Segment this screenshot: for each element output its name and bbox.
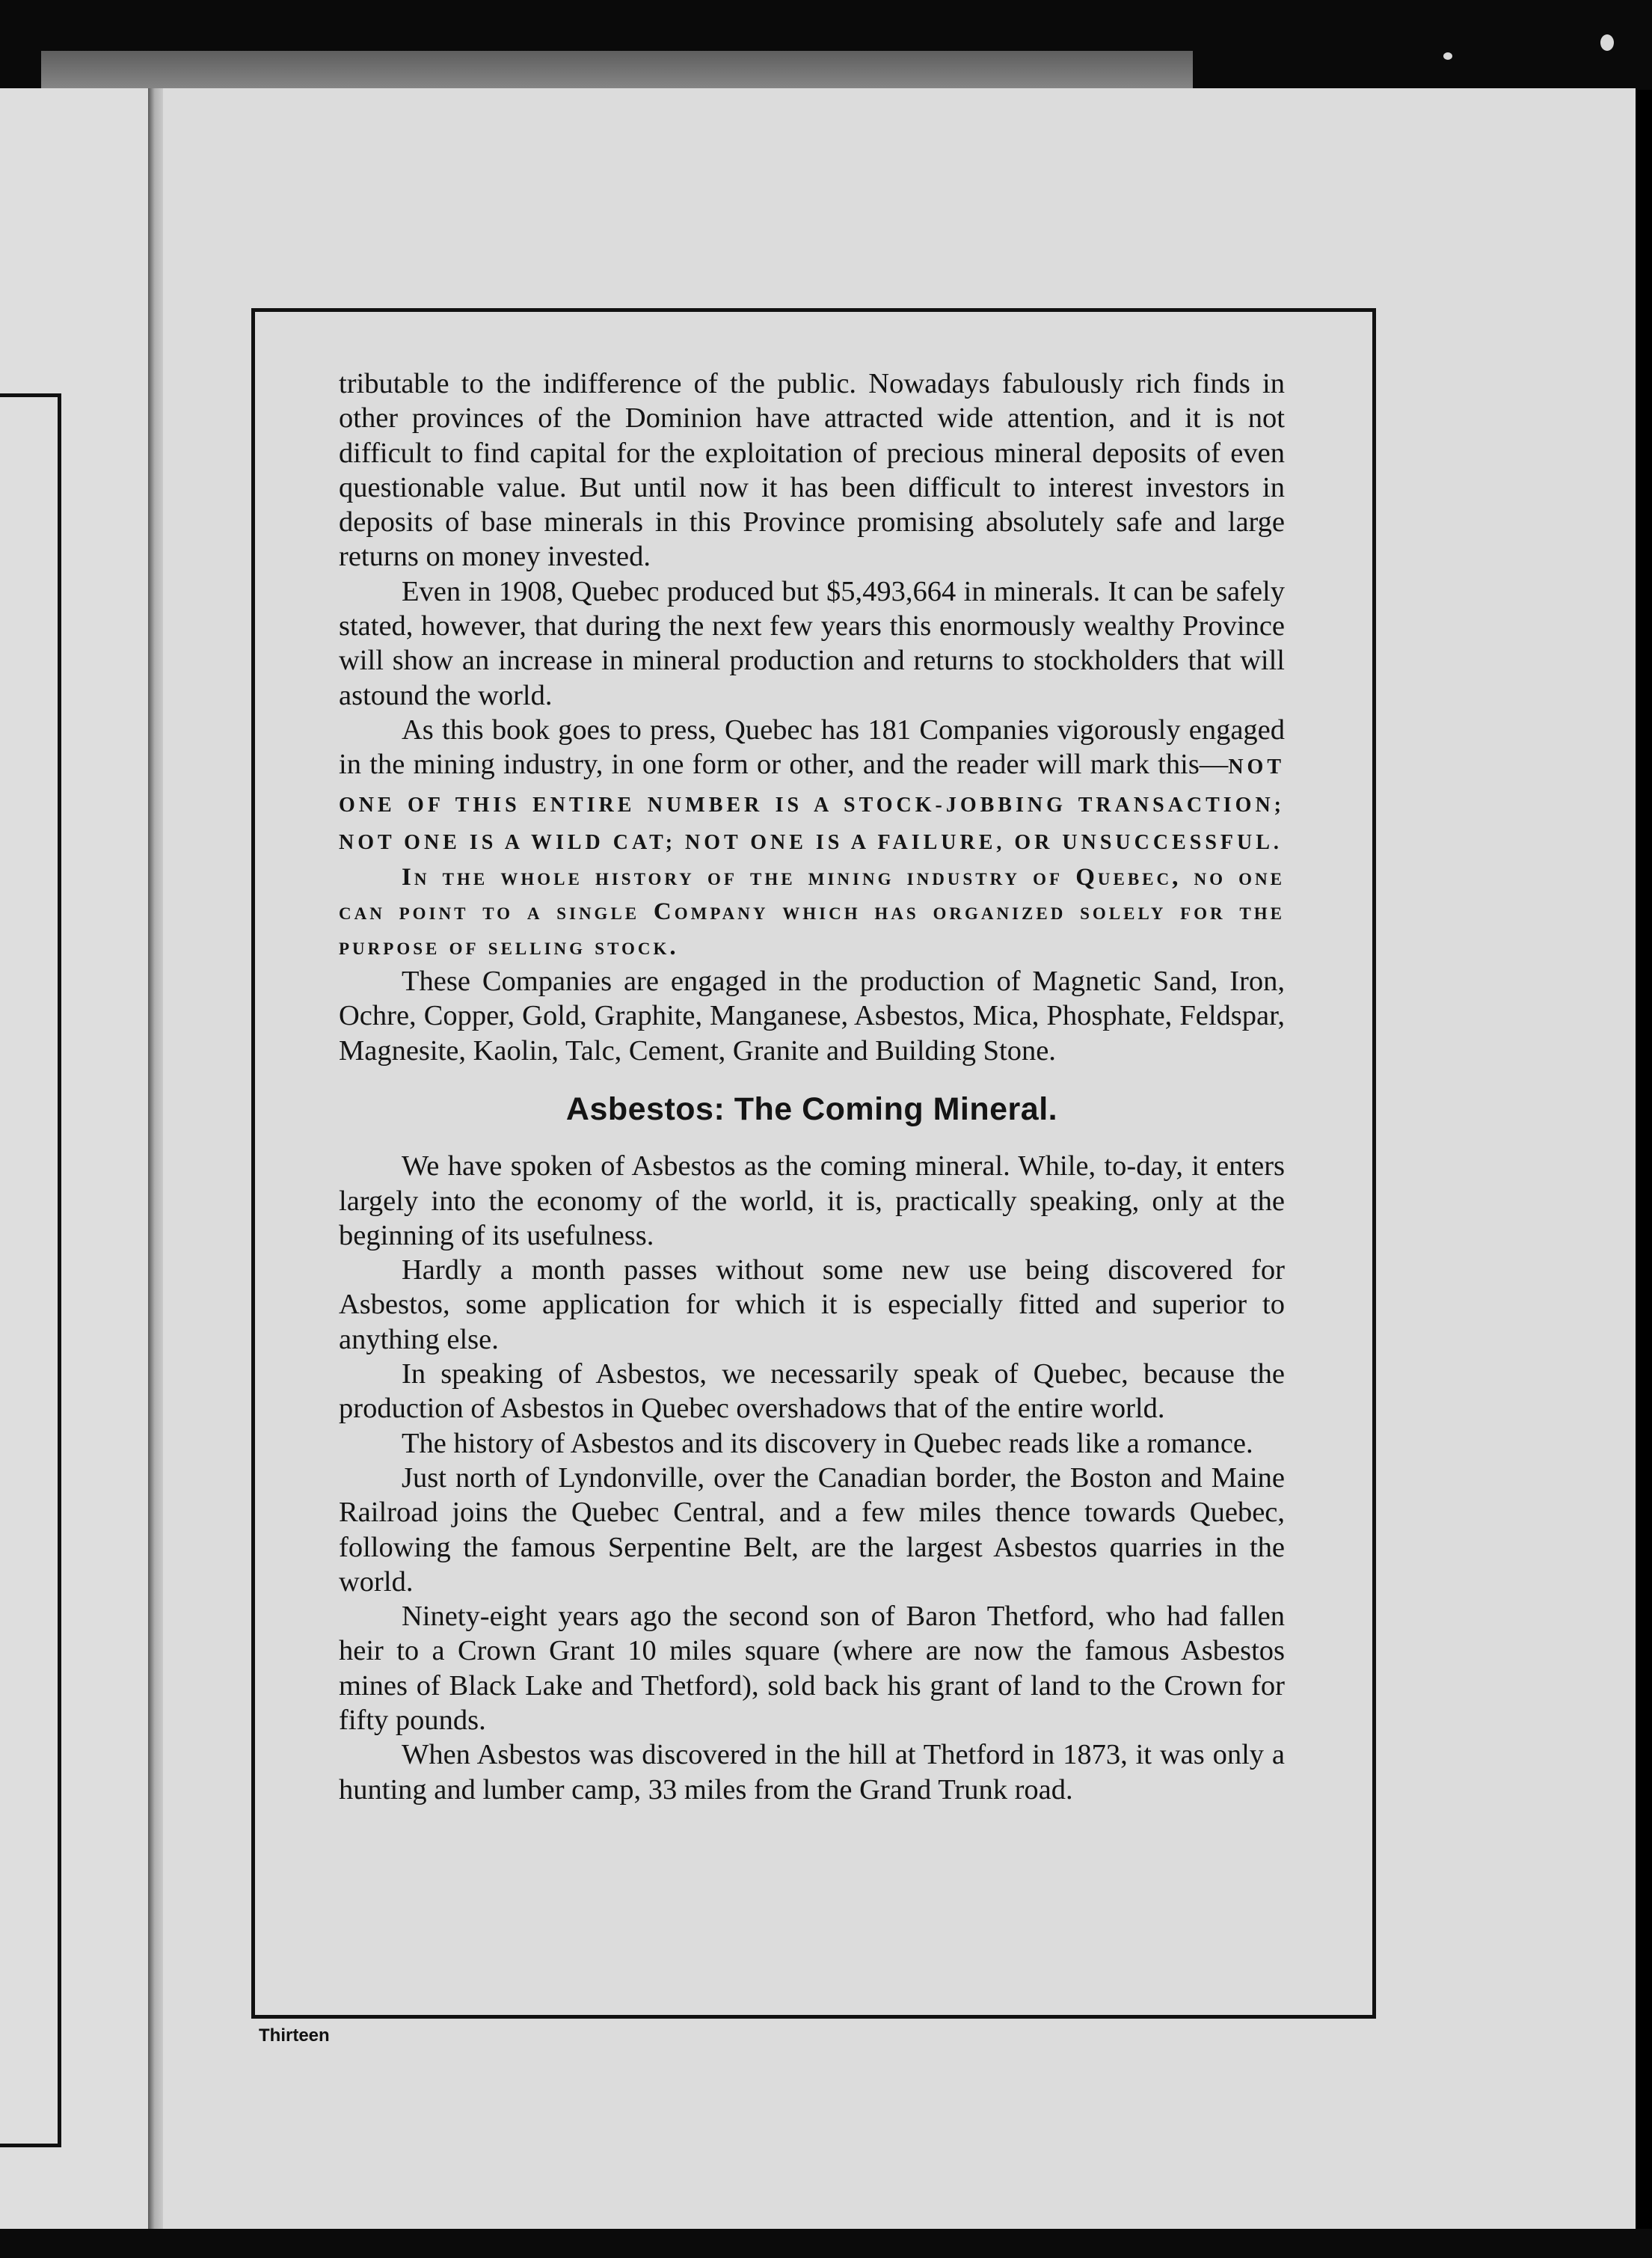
page-number: Thirteen (259, 2025, 330, 2046)
scan-top-shading (41, 51, 1193, 88)
facing-page-edge (0, 88, 156, 2229)
paragraph-1: tributable to the indifference of the public. Nowadays fabulously rich finds in other provinces of the Dominion have attracted wide attention, and it is not difficult to find capital for the exploitation of precious mineral deposits of even questionable value. But until now it has been difficult to interest investors in deposits of base minerals in this Province promising absolutely safe and large returns on money invested. (339, 368, 1285, 573)
paragraph-6: We have spoken of Asbestos as the coming mineral. While, to-day, it enters largely into the economy of the world, it is, practically speaking, only at the beginning of its usefulness. (339, 1150, 1285, 1251)
paragraph-4-smallcaps: In the whole history of the mining industry of Quebec, no one can point to a single Company which has organized solely for the purpose of selling stock. (339, 864, 1285, 960)
facing-page-frame (0, 393, 61, 2147)
paragraph-5: These Companies are engaged in the production of Magnetic Sand, Iron, Ochre, Copper, Gold, Graphite, Manganese, Asbestos, Mica, Phosphate, Feldspar, Magnesite, Kaolin, Talc, Cement, Granite and Building Stone. (339, 966, 1285, 1067)
paragraph-10: Just north of Lyndonville, over the Canadian border, the Boston and Maine Railroad joins the Quebec Central, and a few miles thence towards Quebec, following the famous Serpentine Belt, are the largest Asbestos quarries in the world. (339, 1461, 1285, 1598)
paragraph-9: The history of Asbestos and its discovery in Quebec reads like a romance. (402, 1427, 1253, 1459)
paragraph-8: In speaking of Asbestos, we necessarily speak of Quebec, because the production of Asbestos in Quebec overshadows that of the entire world. (339, 1358, 1285, 1425)
paragraph-3-lead: As this book goes to press, Quebec has 181 Companies vigorously engaged in the mining industry, in one form or other, and the reader will mark this— (339, 714, 1285, 781)
paragraph-12: When Asbestos was discovered in the hill at Thetford in 1873, it was only a hunting and lumber camp, 33 miles from the Grand Trunk road. (339, 1739, 1285, 1806)
paragraph-7: Hardly a month passes without some new use being discovered for Asbestos, some application for which it is especially fitted and superior to anything else. (339, 1254, 1285, 1355)
dust-speck (1600, 34, 1614, 51)
page-body (339, 366, 1285, 1807)
paragraph-3 (339, 713, 1285, 860)
book-gutter (148, 88, 165, 2229)
scan-bottom-edge (0, 2229, 1652, 2258)
paragraph-11: Ninety-eight years ago the second son of Baron Thetford, who had fallen heir to a Crown Grant 10 miles square (where are now the famous Asbestos mines of Black Lake and Thetford), sold back his grant of land to the Crown for fifty pounds. (339, 1601, 1285, 1736)
dust-speck (1443, 52, 1452, 60)
paragraph-3-smallcaps: NOT ONE OF THIS ENTIRE NUMBER IS A STOCK-JOBBING TRANSACTION; NOT ONE IS A WILD CAT; NOT ONE IS A FAILURE, OR UNSUCCESSFUL. (339, 755, 1285, 854)
section-heading: Asbestos: The Coming Mineral. (565, 1090, 1058, 1127)
paragraph-2: Even in 1908, Quebec produced but $5,493,664 in minerals. It can be safely stated, however, that during the next few years this enormously wealthy Province will show an increase in mineral production and returns to stockholders that will astound the world. (339, 575, 1285, 711)
